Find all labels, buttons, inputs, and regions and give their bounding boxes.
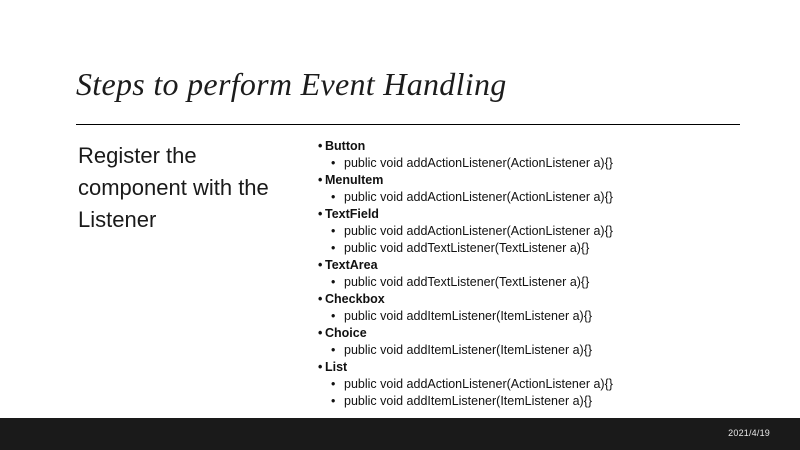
method-item [318,189,738,206]
method-item [318,240,738,257]
method-signature: public void addActionListener(ActionListener a){} [344,224,613,238]
bullet-icon: • [318,173,323,187]
bullet-icon: • [331,156,336,170]
method-item [318,308,738,325]
bullet-icon: • [318,207,323,221]
method-item [318,342,738,359]
method-signature: public void addItemListener(ItemListener a){} [344,394,593,408]
component-name-label: Button [325,139,366,153]
method-signature: public void addItemListener(ItemListener a){} [344,343,593,357]
component-group [318,325,738,359]
bullet-icon: • [318,292,323,306]
method-signature: public void addActionListener(ActionListener a){} [344,377,613,391]
bullet-icon: • [318,326,323,340]
component-group [318,172,738,206]
method-signature: public void addActionListener(ActionListener a){} [344,190,613,204]
method-item [318,155,738,172]
bullet-icon: • [331,394,336,408]
component-group [318,257,738,291]
method-signature: public void addActionListener(ActionListener a){} [344,156,613,170]
component-name-label: List [325,360,348,374]
method-signature: public void addTextListener(TextListener a){} [344,275,590,289]
bullet-icon: • [331,343,336,357]
component-name [318,325,738,342]
method-item [318,393,738,410]
bullet-icon: • [331,275,336,289]
method-item [318,274,738,291]
component-name-label: MenuItem [325,173,384,187]
method-item [318,376,738,393]
title-divider [76,124,740,125]
component-name [318,257,738,274]
component-group [318,291,738,325]
component-group [318,359,738,410]
left-caption: Register the component with the Listener [78,143,269,232]
bullet-icon: • [331,309,336,323]
component-name [318,291,738,308]
bullet-icon: • [318,360,323,374]
bullet-icon: • [331,224,336,238]
method-signature: public void addTextListener(TextListener a){} [344,241,590,255]
page-title: Steps to perform Event Handling [76,66,507,102]
component-group [318,206,738,257]
footer-date: 2021/4/19 [728,428,770,438]
component-name-label: Checkbox [325,292,385,306]
bullet-icon: • [331,241,336,255]
method-signature: public void addItemListener(ItemListener a){} [344,309,593,323]
component-group [318,138,738,172]
component-name-label: TextField [325,207,379,221]
component-name-label: Choice [325,326,367,340]
listener-methods-list [318,138,738,410]
footer-bar [0,418,800,450]
component-name [318,359,738,376]
bullet-icon: • [318,139,323,153]
component-name [318,206,738,223]
component-name [318,138,738,155]
method-item [318,223,738,240]
bullet-icon: • [331,377,336,391]
bullet-icon: • [331,190,336,204]
component-name-label: TextArea [325,258,378,272]
component-name [318,172,738,189]
bullet-icon: • [318,258,323,272]
